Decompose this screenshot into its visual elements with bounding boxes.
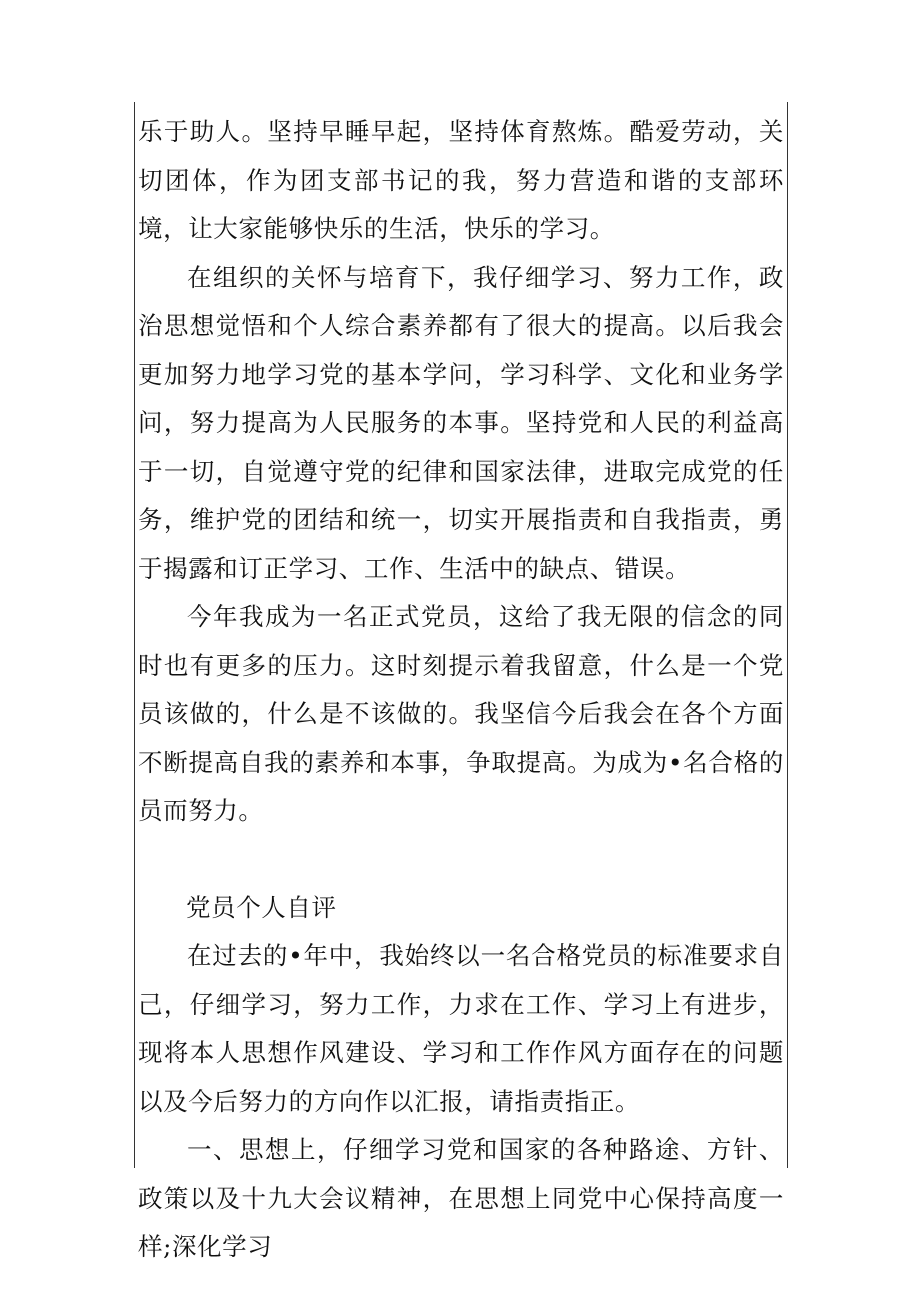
document-body bbox=[138, 108, 784, 1272]
paragraph-1: 乐于助人。坚持早睡早起，坚持体育熬炼。酷爱劳动，关切团体，作为团支部书记的我，努力营造和谐的支部环境，让大家能够快乐的生活，快乐的学习。 bbox=[138, 117, 784, 243]
paragraph-4: 在过去的•年中，我始终以一名合格党员的标准要求自己，仔细学习，努力工作，力求在工作、学习上有进步，现将本人思想作风建设、学习和工作作风方面存在的问题以及今后努力的方向作以汇报，请指责指正。 bbox=[138, 941, 784, 1116]
table-right-border bbox=[787, 102, 788, 1168]
blank-line bbox=[138, 836, 784, 884]
paragraph-3: 今年我成为一名正式党员，这给了我无限的信念的同时也有更多的压力。这时刻提示着我留意，什么是一个党员该做的，什么是不该做的。我坚信今后我会在各个方面不断提高自我的素养和本事，争取提高。为成为•名合格的员而努力。 bbox=[138, 602, 784, 825]
paragraph-5: 一、思想上，仔细学习党和国家的各种路途、方针、政策以及十九大会议精神，在思想上同党中心保持高度一样;深化学习 bbox=[138, 1135, 784, 1261]
section-heading: 党员个人自评 bbox=[186, 892, 337, 922]
table-left-border bbox=[134, 102, 135, 1168]
paragraph-2: 在组织的关怀与培育下，我仔细学习、努力工作，政治思想觉悟和个人综合素养都有了很大的提高。以后我会更加努力地学习党的基本学问，学习科学、文化和业务学问，努力提高为人民服务的本事。坚持党和人民的利益高于一切，自觉遵守党的纪律和国家法律，进取完成党的任务，维护党的团结和统一，切实开展指责和自我指责，勇于揭露和订正学习、工作、生活中的缺点、错误。 bbox=[138, 262, 784, 583]
